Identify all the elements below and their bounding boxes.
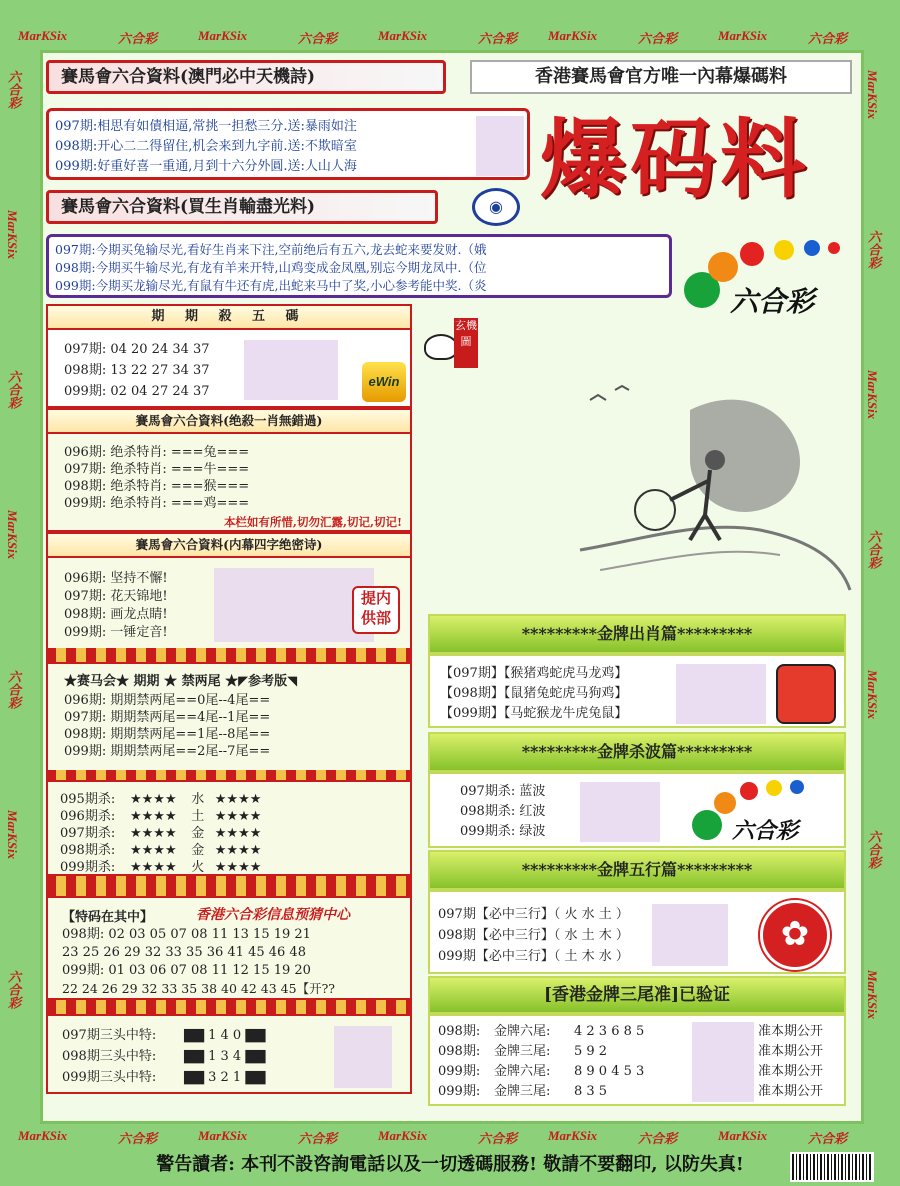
ban-tail-line: 096期: 期期禁两尾==0尾--4尾==	[64, 693, 271, 708]
mark-text: 六合彩	[866, 230, 881, 269]
title-macau-poem: 賽馬會六合資料(澳門必中天機詩)	[46, 60, 446, 94]
mark-text: 六合彩	[6, 70, 21, 109]
gold-zodiac-line: 【097期】【猴猪鸡蛇虎马龙鸡】	[440, 666, 628, 681]
gold-tail-period: 098期:	[438, 1044, 481, 1059]
stars-row	[60, 856, 261, 875]
logo-dot-green	[692, 810, 722, 840]
mark-text: 六合彩	[6, 370, 21, 409]
blurred-area	[334, 1026, 392, 1088]
mark-text: 六合彩	[298, 1131, 338, 1146]
mark-text: 六合彩	[808, 1131, 848, 1146]
four-words-panel	[46, 532, 412, 652]
mark-text: 六合彩	[118, 1131, 158, 1146]
gold-tail-title: [香港金牌三尾准]已验证	[428, 976, 846, 1014]
three-head-value: ▇▇ 1 3 4 ▇▇	[184, 1049, 266, 1064]
lose-line: 099期:今期买龙输尽光,有鼠有牛还有虎,出蛇来马中了奖,小心参考能中奖.（炎	[55, 278, 487, 293]
three-head-value: ▇▇ 1 4 0 ▇▇	[184, 1028, 266, 1043]
stars-element: 金	[191, 843, 205, 858]
gold-tail-panel	[428, 1014, 846, 1106]
stars-right: ★★★★	[214, 792, 262, 807]
gold-zodiac-title: *********金牌出肖篇*********	[428, 614, 846, 654]
blurred-area	[652, 904, 728, 966]
gold-element-line: 097期【必中三行】（ 火 水 土 ）	[438, 907, 629, 922]
gold-tail-row	[438, 1042, 842, 1062]
ewin-logo: eWin	[362, 362, 406, 402]
stars-left: ★★★★	[130, 792, 177, 807]
mark-text: 六合彩	[638, 1131, 678, 1146]
special-line: 098期: 02 03 05 07 08 11 13 15 19 21	[62, 927, 311, 942]
gold-zodiac-panel	[428, 654, 846, 728]
gold-tail-status: 准本期公开	[758, 1084, 824, 1099]
mark-text: 六合彩	[118, 31, 158, 46]
stars-period: 095期杀:	[60, 792, 116, 807]
gold-tail-status: 准本期公开	[758, 1044, 824, 1059]
brand-text: MarKSix	[865, 970, 880, 1020]
brand-text: MarKSix	[5, 510, 20, 560]
stars-element: 水	[191, 792, 205, 807]
gold-tail-value: 4 2 3 6 8 5	[574, 1024, 645, 1039]
brand-text: MarKSix	[198, 1128, 248, 1143]
four-words-line: 097期: 花天锦地!	[64, 589, 168, 604]
stars-left: ★★★★	[130, 843, 177, 858]
kill-one-note: 本栏如有所惜,切勿汇露,切记,切记!	[223, 515, 402, 529]
brand-text: MarKSix	[5, 210, 20, 260]
gold-tail-status: 准本期公开	[758, 1064, 824, 1079]
stars-right: ★★★★	[214, 860, 262, 875]
ink-painting	[520, 370, 860, 600]
gold-tail-type: 金牌三尾:	[494, 1044, 551, 1059]
gold-tail-period: 099期:	[438, 1084, 481, 1099]
stars-period: 098期杀:	[60, 843, 116, 858]
kill-one-line: 098期: 绝杀特肖: ===猴===	[64, 479, 250, 494]
gold-tail-type: 金牌六尾:	[494, 1064, 551, 1079]
three-head-panel	[46, 1014, 412, 1094]
kill-one-panel	[46, 408, 412, 532]
bauhinia-emblem-icon: ✿	[760, 900, 830, 970]
brand-text: MarKSix	[378, 1128, 428, 1143]
stars-right: ★★★★	[214, 826, 262, 841]
brand-text: MarKSix	[198, 28, 248, 43]
brand-text: MarKSix	[5, 810, 20, 860]
gold-tail-period: 098期:	[438, 1024, 481, 1039]
stars-left: ★★★★	[130, 860, 177, 875]
fist-icon	[776, 664, 836, 724]
mark-text: 六合彩	[866, 530, 881, 569]
blurred-area	[244, 340, 338, 400]
lottery-logo-text: 六合彩	[730, 285, 815, 318]
logo-dot-blue	[804, 240, 820, 256]
brand-text: MarKSix	[718, 28, 768, 43]
logo-dot-orange	[708, 252, 738, 282]
kill-five-panel	[46, 304, 412, 408]
stars-left: ★★★★	[130, 826, 177, 841]
stars-right: ★★★★	[214, 843, 262, 858]
lose-line: 097期:今期买兔输尽光,看好生肖来下注,空前绝后有五六,龙去蛇来要发财.（娥	[55, 242, 487, 257]
stars-right: ★★★★	[214, 809, 262, 824]
blurred-area	[580, 782, 660, 842]
stars-period: 097期杀:	[60, 826, 116, 841]
border-right	[864, 70, 894, 1110]
logo-dot-red-small	[828, 242, 840, 254]
mark-text: 六合彩	[478, 31, 518, 46]
gold-wave-line: 099期杀: 绿波	[460, 824, 546, 839]
brand-text: MarKSix	[18, 1128, 68, 1143]
special-title: 香港六合彩信息预猜中心	[196, 907, 350, 923]
stars-element: 火	[191, 860, 205, 875]
gold-element-line: 099期【必中三行】（ 土 木 水 ）	[438, 949, 629, 964]
three-head-period: 097期三头中特:	[62, 1028, 157, 1043]
gold-element-line: 098期【必中三行】（ 水 土 木 ）	[438, 928, 629, 943]
big-title: 爆码料	[540, 109, 810, 210]
logo-dot-orange	[714, 792, 736, 814]
fish-logo-icon: ◉	[472, 188, 520, 226]
brand-text: MarKSix	[865, 670, 880, 720]
logo-dot-blue	[790, 780, 804, 794]
gold-tail-type: 金牌三尾:	[494, 1084, 551, 1099]
border-bottom	[18, 1128, 882, 1146]
gold-tail-type: 金牌六尾:	[494, 1024, 551, 1039]
stars-period: 096期杀:	[60, 809, 116, 824]
gold-tail-period: 099期:	[438, 1064, 481, 1079]
kill-one-line: 097期: 绝杀特肖: ===牛===	[64, 462, 250, 477]
gold-zodiac-line: 【099期】【马蛇猴龙牛虎兔鼠】	[440, 706, 628, 721]
zodiac-lose-box	[46, 234, 672, 298]
lottery-logo-text: 六合彩	[732, 818, 799, 844]
special-line: 22 24 26 29 32 33 35 38 40 42 43 45【开??	[62, 981, 335, 996]
kill-five-title: 期 期 殺 五 碼	[46, 304, 412, 330]
three-head-row	[62, 1068, 265, 1088]
slogan: 香港賽馬會官方唯一內幕爆碼料	[470, 60, 852, 94]
four-words-line: 096期: 坚持不懈!	[64, 571, 168, 586]
three-head-period: 099期三头中特:	[62, 1070, 157, 1085]
kill-one-title: 賽馬會六合資料(绝殺一肖無錯過)	[46, 408, 412, 434]
brand-text: MarKSix	[865, 70, 880, 120]
mark-text: 六合彩	[298, 31, 338, 46]
kill-one-line: 099期: 绝杀特肖: ===鸡===	[64, 496, 250, 511]
four-words-line: 099期: 一锤定音!	[64, 625, 168, 640]
ban-tail-line: 099期: 期期禁两尾==2尾--7尾==	[64, 744, 271, 759]
brand-text: MarKSix	[548, 28, 598, 43]
stars-panel	[46, 780, 412, 876]
kill-five-line: 099期: 02 04 27 24 37	[64, 384, 210, 399]
footer-warning: 警告讀者: 本刊不設咨詢電話以及一切透碼服務! 敬請不要翻印, 以防失真!	[0, 1150, 900, 1186]
border-top	[18, 28, 882, 46]
poem-line: 098期:开心二二得留住,机会来到九字前.送:不欺暗室	[55, 139, 357, 154]
gold-element-panel	[428, 890, 846, 974]
special-line: 099期: 01 03 06 07 08 11 12 15 19 20	[62, 963, 311, 978]
poem-box	[46, 108, 530, 180]
kill-five-line: 097期: 04 20 24 34 37	[64, 342, 210, 357]
gold-tail-value: 8 3 5	[574, 1084, 608, 1099]
decor-strip	[46, 648, 412, 662]
poem-line: 099期:好重好喜一重通,月到十六分外圓.送:人山人海	[55, 159, 357, 174]
logo-dot-yellow	[766, 780, 782, 796]
lose-line: 098期:今期买牛输尽光,有龙有羊来开特,山鸡变成金凤凰,别忘今期龙凤中.（位	[55, 260, 487, 275]
border-left	[4, 70, 34, 1110]
blurred-area	[476, 116, 524, 176]
brand-text: MarKSix	[548, 1128, 598, 1143]
special-label: 【特码在其中】	[62, 910, 154, 925]
internal-stamp: 提内供部	[352, 586, 400, 634]
blurred-area	[676, 664, 766, 724]
stars-left: ★★★★	[130, 809, 177, 824]
barcode	[790, 1152, 874, 1182]
poem-line: 097期:相思有如債相逼,常挑一担愁三分.送:暴雨如注	[55, 119, 357, 134]
gold-wave-line: 097期杀: 蓝波	[460, 784, 546, 799]
gold-tail-row	[438, 1062, 842, 1082]
ban-tail-header: ★赛马会★ 期期 ★ 禁两尾 ★◤参考版◥	[64, 674, 298, 689]
three-head-period: 098期三头中特:	[62, 1049, 157, 1064]
blurred-area	[214, 568, 374, 642]
kill-one-line: 096期: 绝杀特肖: ===兔===	[64, 445, 250, 460]
stars-element: 金	[191, 826, 205, 841]
xuanji-icon	[424, 318, 482, 368]
xuanji-label: 玄機圖	[454, 318, 478, 368]
blurred-area	[692, 1022, 754, 1102]
ban-tail-panel	[46, 662, 412, 772]
mark-text: 六合彩	[866, 830, 881, 869]
logo-dot-yellow	[774, 240, 794, 260]
brand-text: MarKSix	[718, 1128, 768, 1143]
brand-text: MarKSix	[18, 28, 68, 43]
kill-five-line: 098期: 13 22 27 34 37	[64, 363, 210, 378]
logo-dot-red	[740, 242, 764, 266]
title-zodiac-lose: 賽馬會六合資料(買生肖輸盡光料)	[46, 190, 438, 224]
gold-tail-status: 准本期公开	[758, 1024, 824, 1039]
three-head-row	[62, 1047, 265, 1067]
mark-text: 六合彩	[478, 1131, 518, 1146]
mark-text: 六合彩	[6, 970, 21, 1009]
brand-text: MarKSix	[378, 28, 428, 43]
mark-text: 六合彩	[808, 31, 848, 46]
decor-strip	[46, 876, 412, 896]
mark-text: 六合彩	[638, 31, 678, 46]
logo-dot-red	[740, 782, 758, 800]
brand-text: MarKSix	[865, 370, 880, 420]
decor-strip	[46, 770, 412, 780]
gold-wave-title: *********金牌杀波篇*********	[428, 732, 846, 772]
gold-element-title: *********金牌五行篇*********	[428, 850, 846, 890]
gold-tail-row	[438, 1082, 842, 1102]
three-head-value: ▇▇ 3 2 1 ▇▇	[184, 1070, 266, 1085]
ban-tail-line: 097期: 期期禁两尾==4尾--1尾==	[64, 710, 271, 725]
gold-wave-panel	[428, 772, 846, 848]
gold-zodiac-line: 【098期】【鼠猪兔蛇虎马狗鸡】	[440, 686, 628, 701]
four-words-title: 賽馬會六合資料(内幕四字绝密诗)	[46, 532, 412, 558]
gold-tail-value: 5 9 2	[574, 1044, 608, 1059]
three-head-row	[62, 1026, 265, 1046]
gold-tail-value: 8 9 0 4 5 3	[574, 1064, 645, 1079]
gold-wave-line: 098期杀: 红波	[460, 804, 546, 819]
decor-strip	[46, 1000, 412, 1014]
gold-tail-row	[438, 1022, 842, 1042]
stars-element: 土	[191, 809, 205, 824]
stars-period: 099期杀:	[60, 860, 116, 875]
special-panel	[46, 896, 412, 1000]
ban-tail-line: 098期: 期期禁两尾==1尾--8尾==	[64, 727, 271, 742]
four-words-line: 098期: 画龙点睛!	[64, 607, 168, 622]
mark-text: 六合彩	[6, 670, 21, 709]
special-line: 23 25 26 29 32 33 35 36 41 45 46 48	[62, 945, 306, 960]
